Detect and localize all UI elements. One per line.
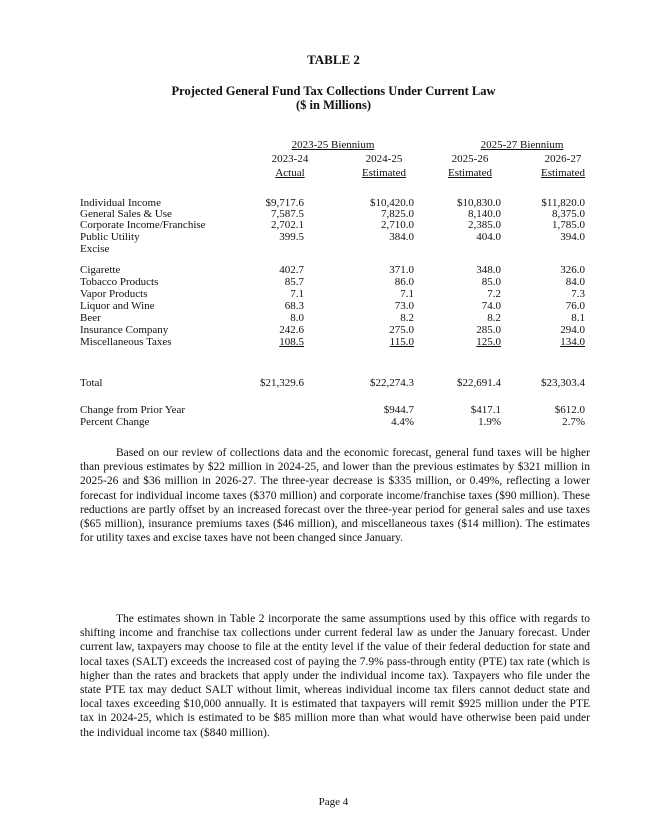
cell-text: 74.0 — [481, 300, 501, 312]
cell-text: 7.1 — [290, 288, 304, 300]
table-row-value — [505, 312, 585, 324]
table-subtitle: ($ in Millions) — [295, 98, 371, 112]
column-header-2023-24: 2023-24 Actual — [271, 153, 309, 179]
table-row-label: Excise — [80, 243, 110, 255]
table-row-value — [224, 231, 304, 243]
cell-text: 115.0 — [389, 336, 414, 348]
cell-text: 125.0 — [476, 336, 501, 348]
group-header-2025-27: 2025-27 Biennium — [480, 139, 564, 151]
table-row-value — [505, 324, 585, 336]
cell-text: 2,385.0 — [468, 219, 501, 231]
paragraph-2: The estimates shown in Table 2 incorporate the same assumptions used by this office with regards to shifting income and franchise tax collections under current federal law as under the January forecast. Under current law, taxpayers may choose to file at the entity level if the value of their federal deduction for state and local taxes (SALT) exceeds the increased cost of paying the 7.9% pass-through entity (PTE) tax rate (which is higher than the rates and brackets that apply under the individual income tax). Taxpayers who file under the state PTE tax may deduct SALT without limit, whereas individual income tax filers cannot deduct state and local taxes exceeding $10,000 annually. It is estimated that taxpayers will remit $925 million under the PTE tax in 2024-25, which is estimated to be $85 million more than what would have otherwise been paid under the individual income tax ($840 million). — [80, 613, 590, 739]
change-row-label: Change from Prior Year — [80, 404, 186, 416]
table-row-value — [421, 264, 501, 276]
table-row-value — [334, 276, 414, 288]
table-row-value — [421, 288, 501, 300]
table-row-value — [334, 300, 414, 312]
cell-text: 399.5 — [279, 231, 304, 243]
group-header-2023-25: 2023-25 Biennium — [291, 139, 375, 151]
cell-text: $944.7 — [383, 404, 414, 416]
cell-text: 404.0 — [476, 231, 501, 243]
table-row-label: Vapor Products — [80, 288, 148, 300]
table-row-value — [505, 231, 585, 243]
cell-text: 371.0 — [389, 264, 414, 276]
cell-text: 4.4% — [391, 416, 414, 428]
table-row-value — [334, 288, 414, 300]
table-row-value — [505, 336, 585, 348]
table-title: Projected General Fund Tax Collections Under Current Law — [171, 84, 496, 98]
table-title-block — [0, 84, 667, 112]
table-row-label: Liquor and Wine — [80, 300, 155, 312]
table-row-value — [224, 336, 304, 348]
cell-text: 326.0 — [560, 264, 585, 276]
paragraph-1: Based on our review of collections data and the economic forecast, general fund taxes will be higher than previous estimates by $22 million in 2024-25, and lower than the previous estimates by $321 million in 2025-26 and $36 million in 2026-27. The three-year decrease is $335 million, or 0.49%, reflecting a lower forecast for individual income taxes ($370 million) and corporate income/franchise taxes ($90 million). These reductions are partly offset by an increased forecast over the three-year period for general sales and use taxes ($65 million), insurance premiums taxes ($46 million), and miscellaneous taxes ($14 million). The estimates for utility taxes and excise taxes have not been changed since January. — [80, 447, 590, 545]
table-row-value — [334, 312, 414, 324]
table-row-label: Cigarette — [80, 264, 121, 276]
column-header-2025-26: 2025-26 Estimated — [448, 153, 492, 179]
table-row-value — [334, 324, 414, 336]
table-row-value — [421, 219, 501, 231]
cell-text: $22,691.4 — [457, 377, 501, 389]
cell-text: 8.2 — [400, 312, 414, 324]
cell-text: 2,710.0 — [381, 219, 414, 231]
cell-text: 8.2 — [487, 312, 501, 324]
table-row-value — [421, 231, 501, 243]
table-row-value — [334, 231, 414, 243]
change-row-value — [421, 404, 501, 416]
table-row-label: Beer — [80, 312, 101, 324]
table-row-value — [421, 336, 501, 348]
percent-change-row-label: Percent Change — [80, 416, 150, 428]
table-row-label: Public Utility — [80, 231, 140, 243]
total-row-value — [505, 377, 585, 389]
cell-text: 7.1 — [400, 288, 414, 300]
table-row-value — [224, 324, 304, 336]
cell-text: 294.0 — [560, 324, 585, 336]
cell-text: 7,587.5 — [271, 208, 304, 220]
cell-text: 85.7 — [284, 276, 304, 288]
cell-text: 275.0 — [389, 324, 414, 336]
cell-text: $612.0 — [554, 404, 585, 416]
table-row-label: General Sales & Use — [80, 208, 172, 220]
column-header-2026-27: 2026-27 Estimated — [541, 153, 585, 179]
cell-text: 85.0 — [481, 276, 501, 288]
cell-text: $21,329.6 — [260, 377, 304, 389]
table-row-value — [334, 219, 414, 231]
cell-text: 76.0 — [565, 300, 585, 312]
cell-text: $11,820.0 — [541, 197, 585, 209]
cell-text: 285.0 — [476, 324, 501, 336]
cell-text: 1,785.0 — [552, 219, 585, 231]
change-row-value — [334, 404, 414, 416]
cell-text: 8,140.0 — [468, 208, 501, 220]
cell-text: $23,303.4 — [541, 377, 585, 389]
table-row-value — [505, 219, 585, 231]
table-row-value — [224, 300, 304, 312]
table-row-value — [421, 312, 501, 324]
table-row-value — [224, 219, 304, 231]
table-row-value — [505, 264, 585, 276]
cell-text: 7.2 — [487, 288, 501, 300]
table-row-label: Individual Income — [80, 197, 161, 209]
table-row-value — [334, 336, 414, 348]
table-row-value — [421, 324, 501, 336]
cell-text: $10,420.0 — [370, 197, 414, 209]
cell-text: 242.6 — [279, 324, 304, 336]
percent-change-row-value — [334, 416, 414, 428]
column-header-2024-25: 2024-25 Estimated — [362, 153, 406, 179]
cell-text: $417.1 — [470, 404, 501, 416]
cell-text: 348.0 — [476, 264, 501, 276]
total-row-value — [334, 377, 414, 389]
percent-change-row-value — [505, 416, 585, 428]
cell-text: $10,830.0 — [457, 197, 501, 209]
cell-text: 134.0 — [560, 336, 585, 348]
table-row-label: Corporate Income/Franchise — [80, 219, 206, 231]
cell-text: 2.7% — [562, 416, 585, 428]
cell-text: 73.0 — [394, 300, 414, 312]
table-number: TABLE 2 — [307, 52, 360, 67]
cell-text: 86.0 — [394, 276, 414, 288]
table-row-value — [224, 312, 304, 324]
cell-text: 84.0 — [565, 276, 585, 288]
table-row-value — [421, 300, 501, 312]
total-row-value — [224, 377, 304, 389]
table-row-value — [505, 276, 585, 288]
cell-text: 402.7 — [279, 264, 304, 276]
cell-text: 68.3 — [284, 300, 304, 312]
cell-text: 2,702.1 — [271, 219, 304, 231]
cell-text: 7.3 — [571, 288, 585, 300]
page-number: Page 4 — [318, 796, 349, 808]
cell-text: 7,825.0 — [381, 208, 414, 220]
table-row-value — [505, 300, 585, 312]
cell-text: 108.5 — [279, 336, 304, 348]
table-row-value — [224, 276, 304, 288]
cell-text: 8.1 — [571, 312, 585, 324]
table-row-label: Tobacco Products — [80, 276, 159, 288]
total-row-value — [421, 377, 501, 389]
cell-text: $22,274.3 — [370, 377, 414, 389]
cell-text: $9,717.6 — [265, 197, 304, 209]
table-row-value — [224, 264, 304, 276]
table-row-label: Miscellaneous Taxes — [80, 336, 172, 348]
table-row-value — [224, 288, 304, 300]
cell-text: 1.9% — [478, 416, 501, 428]
cell-text: 8,375.0 — [552, 208, 585, 220]
cell-text: 8.0 — [290, 312, 304, 324]
change-row-value — [505, 404, 585, 416]
table-row-value — [505, 288, 585, 300]
percent-change-row-value — [421, 416, 501, 428]
table-row-value — [334, 264, 414, 276]
cell-text: 384.0 — [389, 231, 414, 243]
table-row-label: Insurance Company — [80, 324, 169, 336]
total-row-label: Total — [80, 377, 103, 389]
cell-text: 394.0 — [560, 231, 585, 243]
table-row-value — [421, 276, 501, 288]
